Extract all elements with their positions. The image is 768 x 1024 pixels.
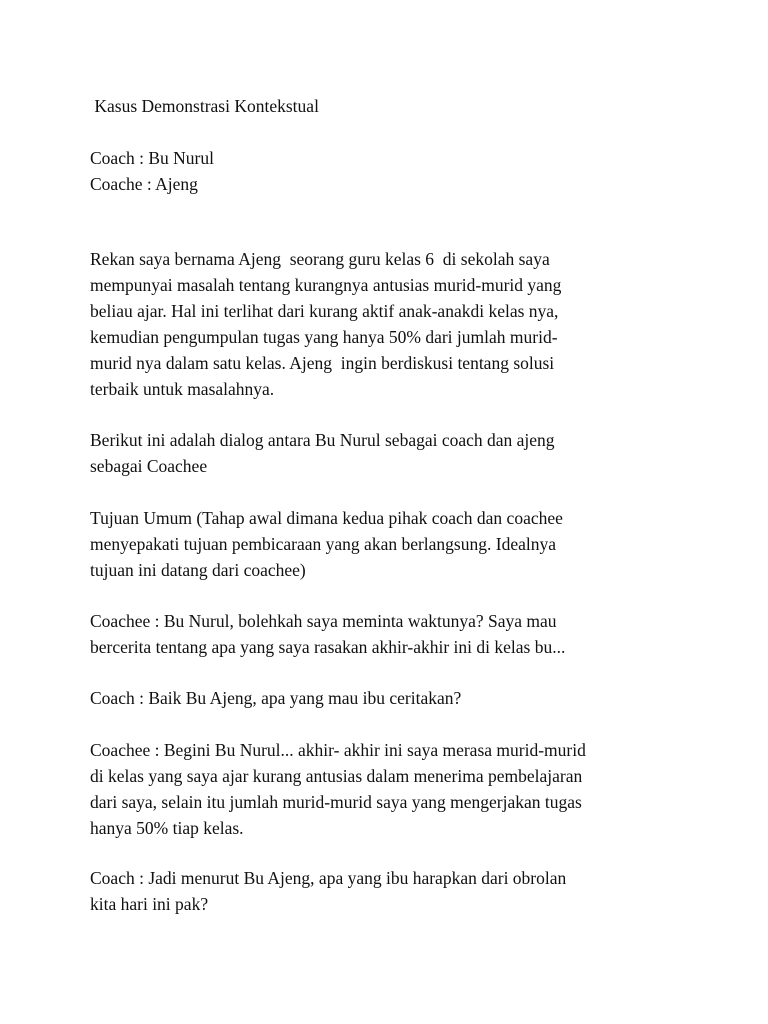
dialog-line-coachee-2: Coachee : Begini Bu Nurul... akhir- akhir ini saya merasa murid-murid di kelas yang saya ajar kurang antusias dalam menerima pembelajaran dari saya, selain itu jumlah murid-murid saya yang mengerjakan tugas hanya 50% tiap kelas. <box>90 740 586 838</box>
dialog-line-coachee-1: Coachee : Bu Nurul, bolehkah saya meminta waktunya? Saya mau bercerita tentang apa yang saya rasakan akhir-akhir ini di kelas bu... <box>90 611 566 657</box>
paragraph-dialog-intro: Berikut ini adalah dialog antara Bu Nurul sebagai coach dan ajeng sebagai Coachee <box>90 430 555 476</box>
paragraph-case-description: Rekan saya bernama Ajeng seorang guru kelas 6 di sekolah saya mempunyai masalah tentang kurangnya antusias murid-murid yang beliau ajar. Hal ini terlihat dari kurang aktif anak-anakdi kelas nya, kemudian pengumpulan tugas yang hanya 50% dari jumlah murid- murid nya dalam satu kelas. Ajeng ingin berdiskusi tentang solusi terbaik untuk masalahnya. <box>90 249 562 399</box>
coach-line: Coach : Bu Nurul <box>90 148 214 168</box>
document-title: Kasus Demonstrasi Kontekstual <box>90 96 319 116</box>
dialog-line-coach-2: Coach : Jadi menurut Bu Ajeng, apa yang ibu harapkan dari obrolan kita hari ini pak? <box>90 868 567 914</box>
dialog-line-coach-1: Coach : Baik Bu Ajeng, apa yang mau ibu ceritakan? <box>90 688 462 708</box>
coachee-line: Coache : Ajeng <box>90 174 198 194</box>
paragraph-general-goal: Tujuan Umum (Tahap awal dimana kedua pihak coach dan coachee menyepakati tujuan pembicaraan yang akan berlangsung. Idealnya tujuan ini datang dari coachee) <box>90 508 563 580</box>
